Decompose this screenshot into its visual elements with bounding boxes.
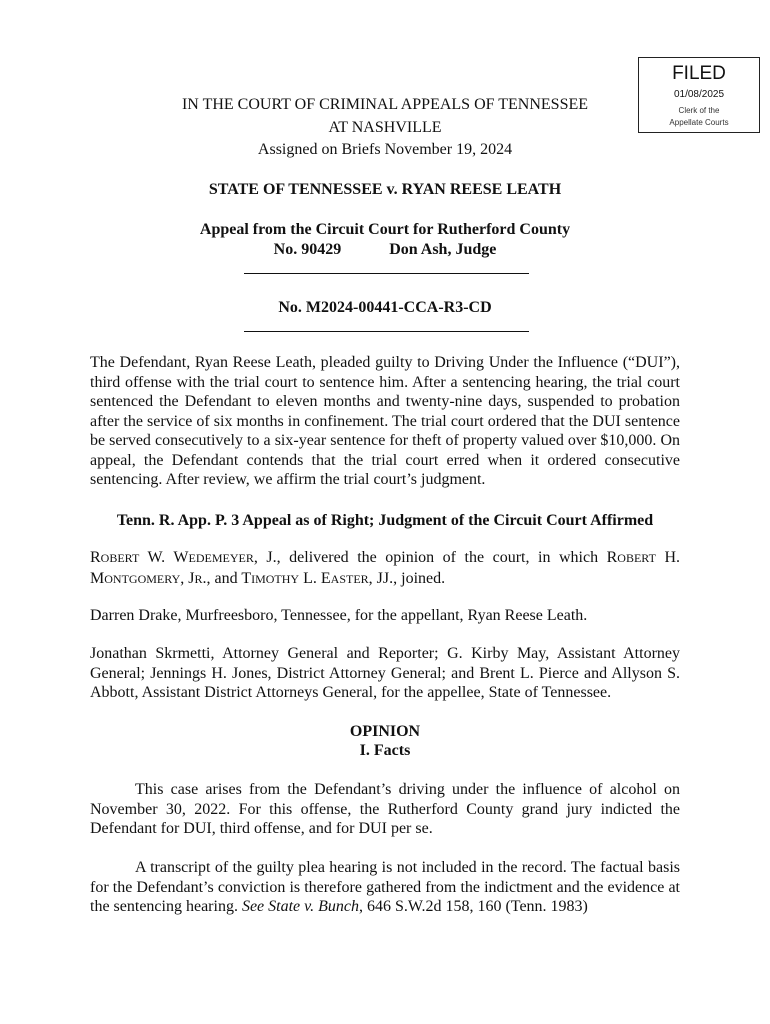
disposition-line: Tenn. R. App. P. 3 Appeal as of Right; Judgment of the Circuit Court Affirmed bbox=[116, 512, 654, 529]
divider-bottom bbox=[244, 331, 529, 332]
body-paragraph-2: A transcript of the guilty plea hearing is not included in the record. The factual basis for the Defendant’s conviction is therefore gathered from the indictment and the evidence at the sentencing hearing. See State v. Bunch, 646 S.W.2d 158, 160 (Tenn. 1983) bbox=[90, 859, 680, 915]
trial-case-number: No. 90429 bbox=[273, 241, 342, 258]
filed-stamp-title: FILED bbox=[672, 63, 726, 84]
section-heading: I. Facts bbox=[359, 742, 411, 759]
filed-stamp-courts: Appellate Courts bbox=[669, 118, 729, 127]
case-citation: See State v. Bunch bbox=[241, 898, 359, 915]
body-paragraph-1: This case arises from the Defendant’s driving under the influence of alcohol on November 30, 2022. For this offense, the Rutherford County grand jury indicted the Defendant for DUI, third offense, and for DUI per se. bbox=[90, 781, 680, 837]
authorship-paragraph: ROBERT W. WEDEMEYER, J., delivered the opinion of the court, in which ROBERT H. MONTGOMERY, JR., and TIMOTHY L. EASTER, JJ., joined. bbox=[90, 549, 681, 587]
appeal-caption bbox=[0, 240, 770, 260]
trial-judge: Don Ash, Judge bbox=[389, 241, 497, 258]
counsel-appellee: Jonathan Skrmetti, Attorney General and Reporter; G. Kirby May, Assistant Attorney General; Jennings H. Jones, District Attorney General; and Brent L. Pierce and Allyson S. Abbott, Assistant District Attorneys General, for the appellee, State of Tennessee. bbox=[90, 645, 680, 701]
court-location: AT NASHVILLE bbox=[328, 119, 442, 136]
case-title: STATE OF TENNESSEE v. RYAN REESE LEATH bbox=[208, 181, 562, 198]
filed-stamp-date: 01/08/2025 bbox=[673, 89, 725, 100]
court-name: IN THE COURT OF CRIMINAL APPEALS OF TENNESSEE bbox=[181, 96, 589, 113]
counsel-appellant: Darren Drake, Murfreesboro, Tennessee, for the appellant, Ryan Reese Leath. bbox=[90, 607, 588, 624]
docket-number: No. M2024-00441-CCA-R3-CD bbox=[278, 299, 492, 316]
case-summary: The Defendant, Ryan Reese Leath, pleaded guilty to Driving Under the Influence (“DUI”), third offense with the trial court to sentence him. After a sentencing hearing, the trial court sentenced the Defendant to eleven months and twenty-nine days, suspended to probation after the service of six months in confinement. The trial court ordered that the DUI sentence be served consecutively to a six-year sentence for theft of property valued over $10,000. On appeal, the Defendant contends that the trial court erred when it ordered consecutive sentencing. After review, we affirm the trial court’s judgment. bbox=[90, 354, 680, 488]
divider-top bbox=[244, 273, 529, 274]
opinion-heading: OPINION bbox=[349, 723, 421, 740]
filed-stamp-clerk: Clerk of the bbox=[678, 106, 720, 115]
assigned-date: Assigned on Briefs November 19, 2024 bbox=[257, 141, 513, 158]
appeal-from: Appeal from the Circuit Court for Rutherford County bbox=[199, 221, 571, 238]
